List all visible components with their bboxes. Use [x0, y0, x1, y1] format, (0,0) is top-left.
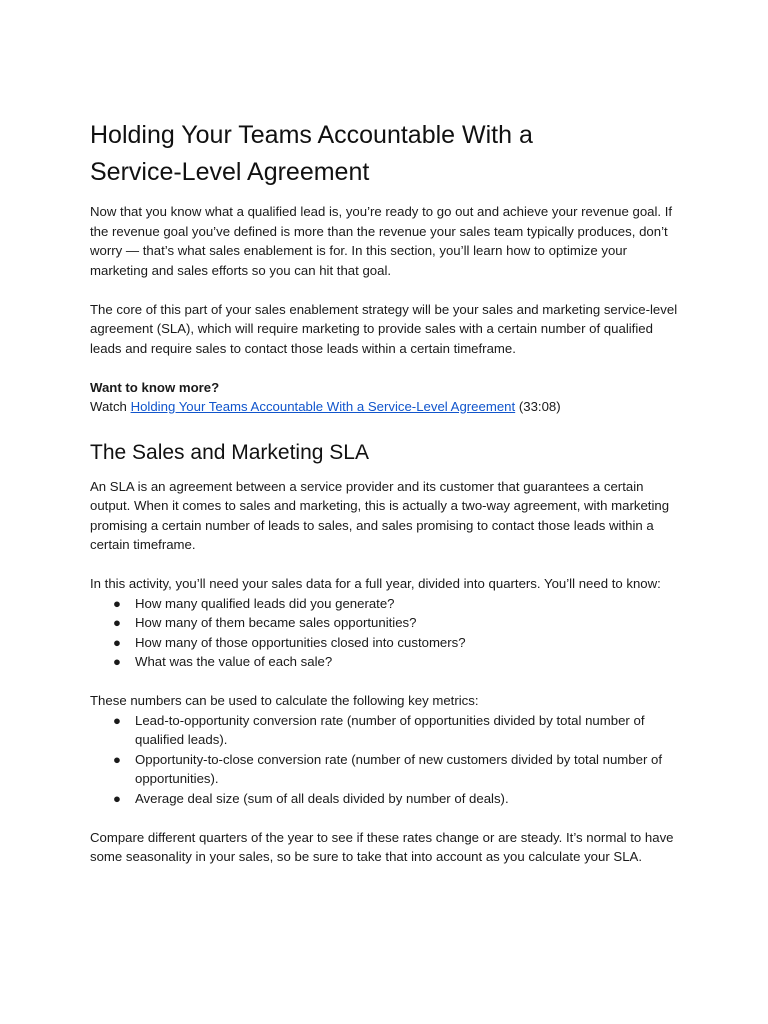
- seasonality-paragraph: Compare different quarters of the year to see if these rates change or are steady. It’s normal to have some seasonality in your sales, so be sure to take that into account as you calculate your SLA.: [90, 829, 674, 864]
- activity-paragraph: In this activity, you’ll need your sales data for a full year, divided into quarters. You’ll need to know:: [90, 576, 661, 591]
- list-item: [90, 633, 678, 653]
- metrics-intro-paragraph: These numbers can be used to calculate the following key metrics:: [90, 693, 479, 708]
- bullet-icon: ●: [113, 712, 121, 728]
- list-item: [90, 750, 678, 789]
- intro-paragraph: Now that you know what a qualified lead is, you’re ready to go out and achieve your revenue goal. If the revenue goal you’ve defined is more than the revenue your sales team typically produces, don’t worry — that’s what sales enablement is for. In this section, you’ll learn how to optimize your marketing and sales efforts so you can hit that goal.: [90, 204, 673, 278]
- page-title-line2: Service-Level Agreement: [90, 158, 370, 186]
- want-to-know-more: [90, 378, 678, 417]
- bullet-icon: ●: [113, 790, 121, 806]
- bullet-icon: ●: [113, 751, 121, 767]
- list-item: [90, 652, 678, 672]
- list-item-text: Average deal size (sum of all deals divided by number of deals).: [135, 790, 509, 806]
- bullet-icon: ●: [113, 595, 121, 611]
- list-item-text: What was the value of each sale?: [135, 654, 333, 669]
- list-item-text: How many of those opportunities closed into customers?: [135, 634, 466, 650]
- video-link[interactable]: Holding Your Teams Accountable With a Service-Level Agreement: [130, 399, 516, 414]
- page-title-line1: Holding Your Teams Accountable With a: [90, 121, 533, 149]
- list-item-text: How many of them became sales opportunities?: [135, 615, 417, 630]
- section-heading-sla: The Sales and Marketing SLA: [90, 440, 369, 464]
- video-duration: (33:08): [515, 399, 561, 414]
- list-item: [90, 711, 678, 750]
- bullet-icon: ●: [113, 615, 121, 630]
- bullet-icon: ●: [113, 654, 121, 669]
- watch-prefix: Watch: [90, 399, 131, 414]
- page-title: [90, 117, 678, 191]
- list-item: [90, 594, 678, 614]
- list-item-text: Opportunity-to-close conversion rate (number of new customers divided by total number of opportunities).: [135, 751, 663, 786]
- want-to-know-more-title: Want to know more?: [90, 379, 220, 395]
- list-item-text: How many qualified leads did you generate?: [135, 595, 395, 611]
- list-item: [90, 789, 678, 809]
- metrics-list: [90, 711, 678, 809]
- bullet-icon: ●: [113, 634, 121, 650]
- questions-list: [90, 594, 678, 672]
- list-item-text: Lead-to-opportunity conversion rate (number of opportunities divided by total number of qualified leads).: [135, 712, 645, 747]
- sla-definition-paragraph: An SLA is an agreement between a service provider and its customer that guarantees a certain output. When it comes to sales and marketing, this is actually a two-way agreement, with marketing promising a certain number of leads to sales, and sales promising to contact those leads within a certain timeframe.: [90, 478, 670, 552]
- list-item: [90, 613, 678, 633]
- sla-core-paragraph: The core of this part of your sales enablement strategy will be your sales and marketing service-level agreement (SLA), which will require marketing to provide sales with a certain number of qualified leads and require sales to contact those leads within a certain timeframe.: [90, 301, 678, 356]
